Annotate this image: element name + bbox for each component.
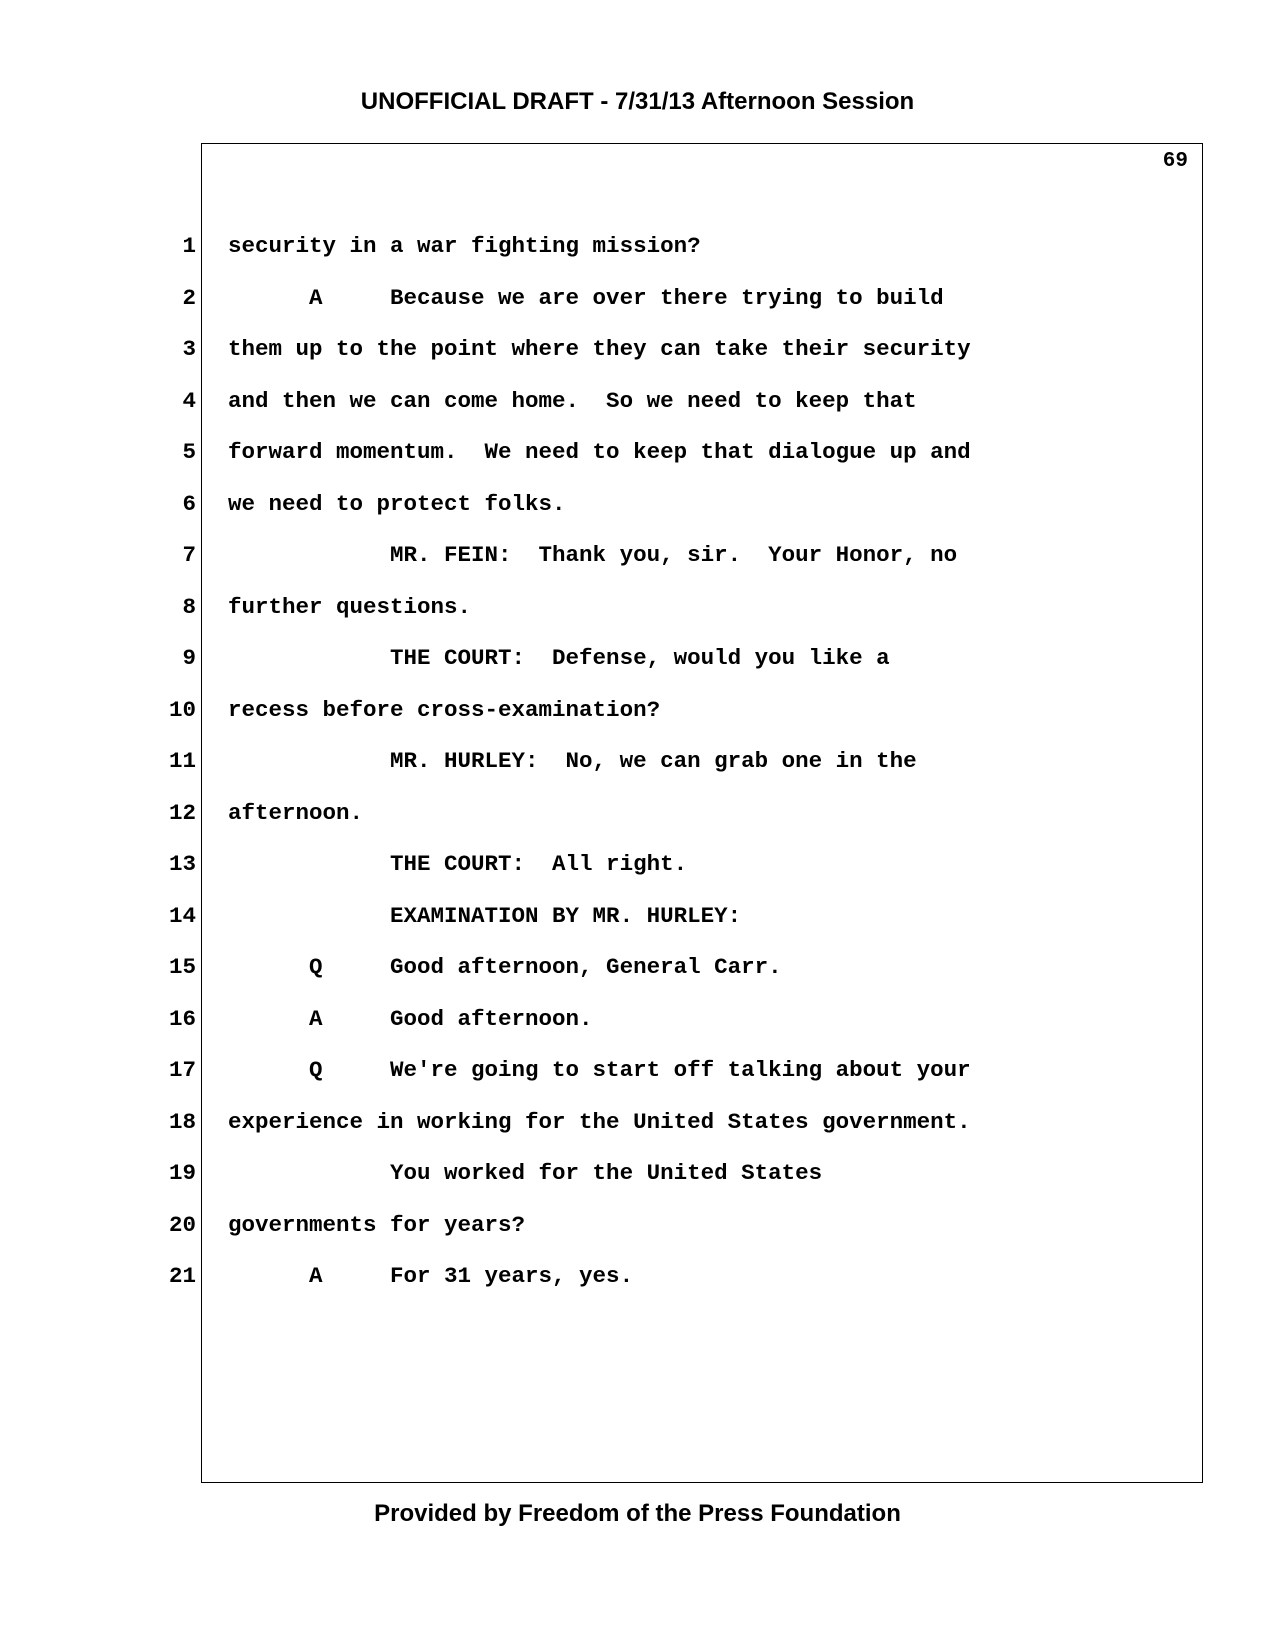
line-number: 8 [182,593,196,620]
line-text: EXAMINATION BY MR. HURLEY: [228,902,742,929]
line-number: 11 [168,748,196,774]
transcript-page-frame [168,143,1203,1483]
line-number: 16 [168,1005,196,1032]
line-text: A Good afternoon. [228,1005,593,1032]
line-text: we need to protect folks. [228,490,566,517]
line-number: 13 [168,851,196,877]
line-number: 15 [168,954,196,980]
line-text: You worked for the United States [228,1160,823,1186]
line-number: 3 [182,336,196,362]
line-text: them up to the point where they can take their security [228,336,971,362]
line-text: Q Good afternoon, General Carr. [228,954,782,980]
line-number: 7 [182,542,196,568]
page-number: 69 [1162,150,1188,173]
line-text: Q We're going to start off talking about your [228,1057,971,1083]
line-number: 6 [182,490,196,517]
line-text: experience in working for the United States government. [228,1108,971,1135]
line-number: 2 [182,284,196,311]
line-text: afternoon. [228,799,364,826]
line-number: 20 [168,1211,196,1238]
line-text: security in a war fighting mission? [228,233,701,259]
line-number: 1 [182,233,196,259]
line-number: 19 [168,1160,196,1186]
line-text: further questions. [228,593,472,620]
line-text: and then we can come home. So we need to keep that [228,387,917,414]
line-text: THE COURT: Defense, would you like a [228,645,890,671]
line-text: THE COURT: All right. [228,851,688,877]
line-text: A Because we are over there trying to build [228,284,944,311]
line-number: 9 [182,645,196,671]
line-number: 18 [168,1108,196,1135]
line-text: MR. HURLEY: No, we can grab one in the [228,748,917,774]
line-text: governments for years? [228,1211,526,1238]
line-text: MR. FEIN: Thank you, sir. Your Honor, no [228,542,958,568]
line-number: 4 [182,387,196,414]
line-number: 12 [168,799,196,826]
line-number: 10 [168,696,196,723]
line-number: 21 [168,1263,196,1289]
line-text: forward momentum. We need to keep that dialogue up and [228,439,971,465]
line-number: 5 [182,439,196,465]
line-number: 17 [168,1057,196,1083]
line-number: 14 [168,902,196,929]
document-header: UNOFFICIAL DRAFT - 7/31/13 Afternoon Session [360,88,915,115]
line-text: recess before cross-examination? [228,696,661,723]
transcript-lines [168,144,1202,1482]
document-footer: Provided by Freedom of the Press Foundation [374,1500,901,1527]
line-text: A For 31 years, yes. [228,1263,634,1289]
